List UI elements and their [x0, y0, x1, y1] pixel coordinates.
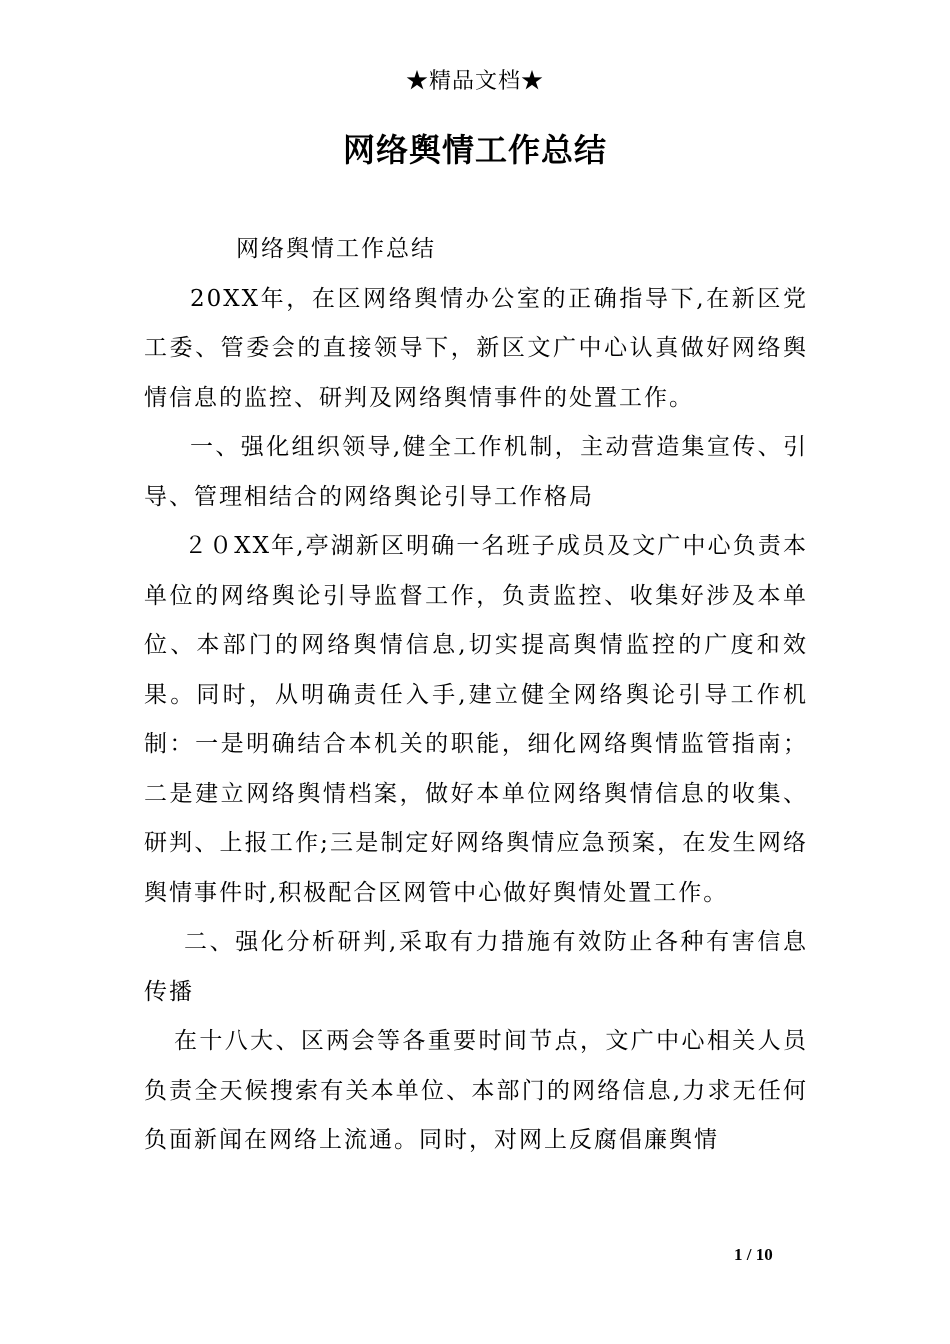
body-paragraph: 在十八大、区两会等各重要时间节点，文广中心相关人员负责全天候搜索有关本单位、本部门的网络信息,力求无任何负面新闻在网络上流通。同时，对网上反腐倡廉舆情 — [144, 1028, 808, 1153]
document-title: 网络舆情工作总结 — [342, 131, 607, 169]
page-number: 1 / 10 — [734, 1245, 773, 1264]
section-heading-one: 一、强化组织领导,健全工作机制，主动营造集宣传、引导、管理相结合的网络舆论引导工作格局 — [144, 434, 808, 510]
document-body — [144, 225, 808, 1166]
section-heading-two: 二、强化分析研判,采取有力措施有效防止各种有害信息传播 — [144, 929, 808, 1005]
body-paragraph: ２０XX年,亭湖新区明确一名班子成员及文广中心负责本单位的网络舆论引导监督工作，负责监控、收集好涉及本单位、本部门的网络舆情信息,切实提高舆情监控的广度和效果。同时，从明确责任入手,建立健全网络舆论引导工作机制：一是明确结合本机关的职能，细化网络舆情监管指南；二是建立网络舆情档案，做好本单位网络舆情信息的收集、研判、上报工作;三是制定好网络舆情应急预案，在发生网络舆情事件时,积极配合区网管中心做好舆情处置工作。 — [144, 533, 808, 906]
section-heading: 网络舆情工作总结 — [236, 236, 436, 262]
document-header-mark: ★精品文档★ — [405, 69, 544, 94]
body-paragraph: 20XX年，在区网络舆情办公室的正确指导下,在新区党工委、管委会的直接领导下，新区文广中心认真做好网络舆情信息的监控、研判及网络舆情事件的处置工作。 — [144, 285, 808, 411]
